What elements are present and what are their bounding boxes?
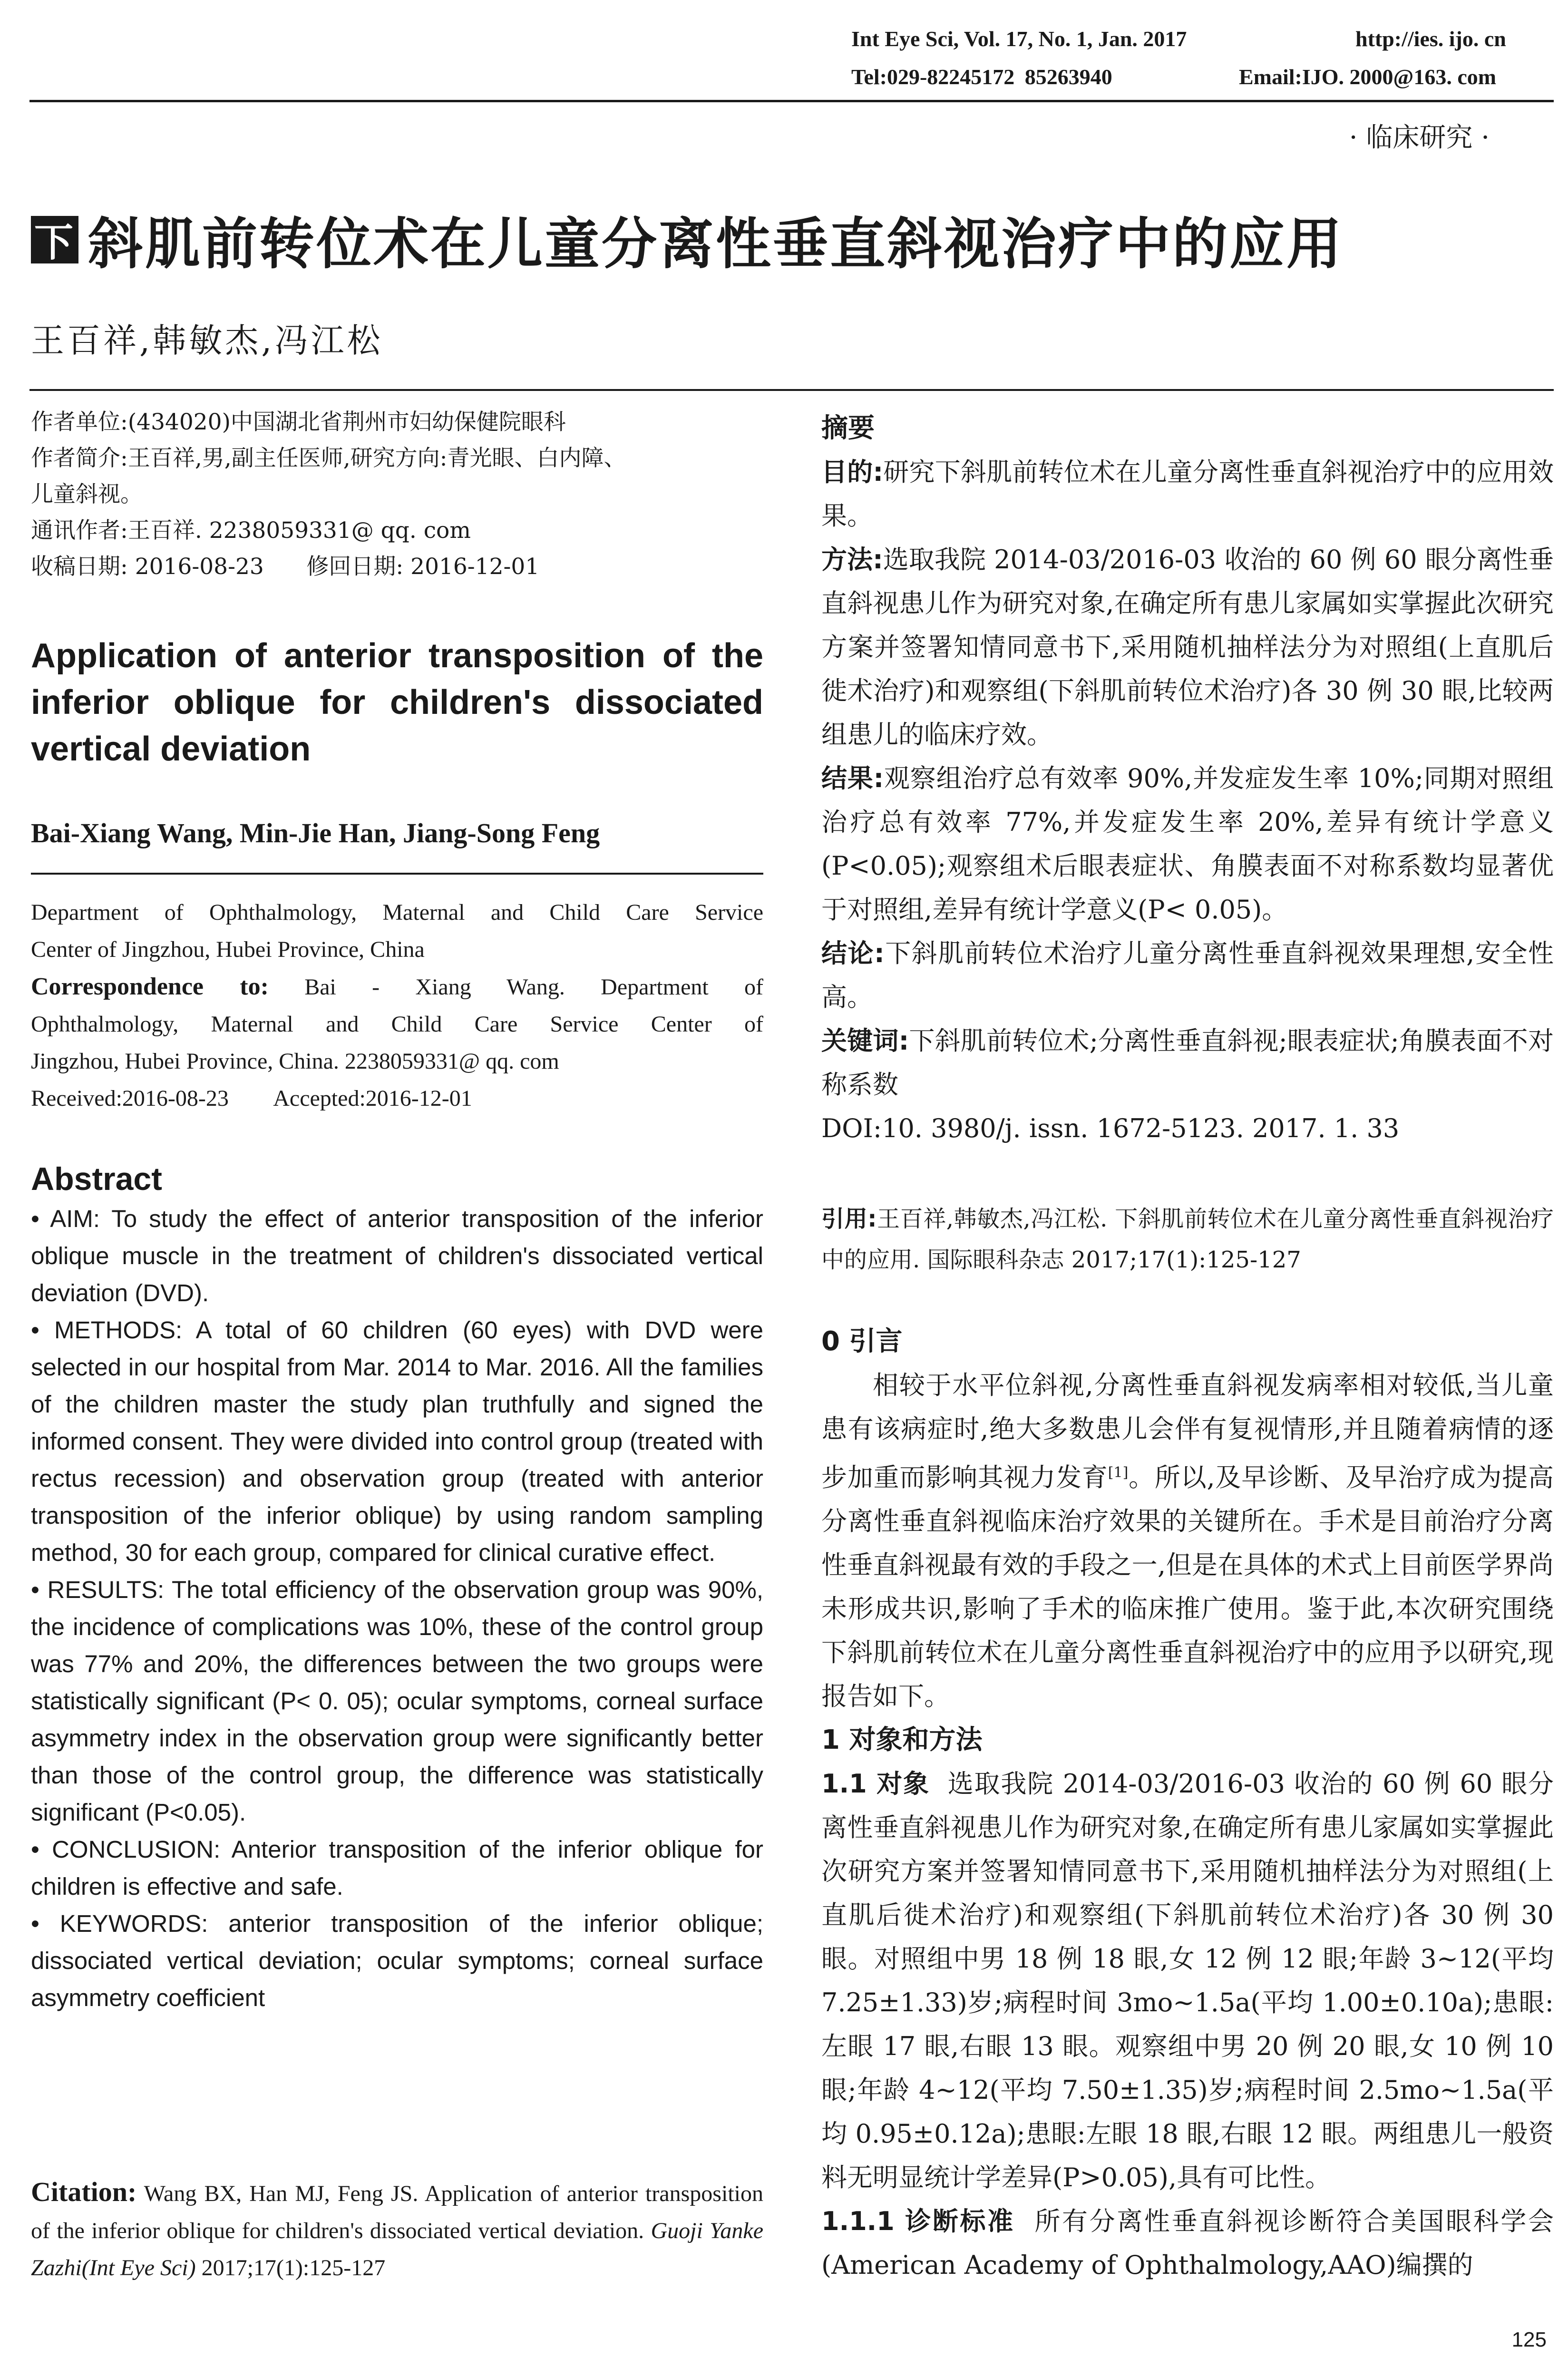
abstract-cn-keywords [821, 1019, 1554, 1107]
journal-email: Email:IJO. 2000@163. com [1239, 65, 1497, 89]
journal-url: http://ies. ijo. cn [1355, 27, 1506, 51]
conclusion-cn-text: 下斜肌前转位术治疗儿童分离性垂直斜视效果理想,安全性高。 [821, 938, 1554, 1012]
abstract-keywords [31, 1905, 763, 2017]
abstract-heading: Abstract [31, 1161, 162, 1197]
citation-cn [821, 1198, 1554, 1280]
aim-text: To study the effect of anterior transposition of the inferior oblique muscle in the treatment of children's dissociated vertical deviation (DVD). [31, 1205, 763, 1306]
abstract-en [31, 1160, 763, 2017]
results-text: The total efficiency of the observation group was 90%, the incidence of complications was 10%, these of the control group was 77% and 20%, the differences between the two groups were statistically significant (P< 0. 05); ocular symptoms, corneal surface asymmetry index in the observation group were significantly better than those of the control group, the difference was statistically significant (P<0.05). [31, 1576, 763, 1826]
correspondence-label: Correspondence to: [31, 973, 269, 1000]
section-1-1-1-label: 1.1.1 诊断标准 [821, 2206, 1015, 2236]
citation-journal: Guoji Yanke Zazhi(Int Eye Sci) [31, 2218, 764, 2280]
keywords-label: • KEYWORDS: [31, 1910, 208, 1937]
dates-cn: 收稿日期: 2016-08-23 修回日期: 2016-12-01 [31, 554, 540, 580]
conclusion-label: • CONCLUSION: [31, 1836, 221, 1863]
conclusion-cn-label: 结论: [821, 938, 885, 968]
affiliation-cn: 作者单位:(434020)中国湖北省荆州市妇幼保健院眼科 [31, 409, 566, 435]
citation-en [31, 2173, 763, 2287]
article-title-en: Application of anterior transposition of the inferior oblique for children's dissociated vertical deviation [31, 637, 763, 768]
abstract-cn-conclusion [821, 932, 1554, 1019]
abstract-cn-results [821, 757, 1554, 932]
citation-cn-label: 引用: [821, 1206, 877, 1232]
section-1-1-1-text: 所有分离性垂直斜视诊断符合美国眼科学会(American Academy of Ophthalmology,AAO)编撰的 [821, 2206, 1554, 2280]
author-info-cn [31, 404, 763, 585]
title-text: 斜肌前转位术在儿童分离性垂直斜视治疗中的应用 [88, 212, 1344, 276]
affiliation-en-line2: Center of Jingzhou, Hubei Province, China [31, 937, 425, 962]
methods-cn-label: 方法: [821, 545, 883, 575]
keywords-cn-label: 关键词: [821, 1026, 909, 1056]
affiliation-en-block [31, 894, 763, 1117]
section-1-1-label: 1.1 对象 [821, 1769, 930, 1799]
keywords-cn-text: 下斜肌前转位术;分离性垂直斜视;眼表症状;角膜表面不对称系数 [821, 1026, 1554, 1100]
abstract-results [31, 1571, 763, 1831]
page-number: 125 [1511, 2328, 1547, 2351]
title-rule [29, 389, 1554, 391]
keywords-text: anterior transposition of the inferior oblique; dissociated vertical deviation; ocular symptoms; corneal surface asymmetry coefficient [31, 1910, 763, 2011]
authors-en: Bai-Xiang Wang, Min-Jie Han, Jiang-Song Feng [31, 818, 600, 848]
results-cn-text: 观察组治疗总有效率 90%,并发症发生率 10%;同期对照组治疗总有效率 77%,并发症发生率 20%,差异有统计学意义(P<0.05);观察组术后眼表症状、角膜表面不对称系数均显著优于对照组,差异有统计学意义(P< 0.05)。 [821, 763, 1554, 925]
title-first-char-badge: 下 [31, 216, 78, 263]
conclusion-text: Anterior transposition of the inferior oblique for children is effective and safe. [31, 1836, 763, 1900]
citation-label: Citation: [31, 2176, 137, 2207]
intro-paragraph [821, 1364, 1554, 1718]
journal-volume: Int Eye Sci, Vol. 17, No. 1, Jan. 2017 [851, 27, 1187, 51]
abstract-cn-aim [821, 450, 1554, 538]
citation-cn-body: 王百祥,韩敏杰,冯江松. 下斜肌前转位术在儿童分离性垂直斜视治疗中的应用. 国际眼科杂志 2017;17(1):125-127 [821, 1206, 1554, 1273]
abstract-cn-heading: 摘要 [821, 413, 875, 444]
citation-tail: 2017;17(1):125-127 [195, 2255, 386, 2280]
results-label: • RESULTS: [31, 1576, 165, 1603]
results-cn-label: 结果: [821, 763, 884, 793]
correspondence-line1 [31, 968, 763, 1006]
section-1-1 [821, 1762, 1562, 2200]
corresponding-author-cn: 通讯作者:王百祥. 2238059331@ qq. com [31, 517, 471, 544]
authors-cn: 王百祥,韩敏杰,冯江松 [31, 321, 383, 360]
methods-label: • METHODS: [31, 1316, 183, 1344]
doi: DOI:10. 3980/j. issn. 1672-5123. 2017. 1. 33 [821, 1113, 1400, 1143]
citation-cn-text [821, 1198, 1554, 1280]
aim-label: • AIM: [31, 1205, 100, 1232]
correspondence-line3: Jingzhou, Hubei Province, China. 2238059331@ qq. com [31, 1049, 559, 1074]
intro-text-1: 相较于水平位斜视,分离性垂直斜视发病率相对较低,当儿童患有该病症时,绝大多数患儿会伴有复视情形,并且随着病情的逐步加重而影响其视力发育 [821, 1370, 1554, 1492]
abstract-methods [31, 1312, 763, 1571]
journal-citation-header [851, 26, 1187, 51]
header-rule [29, 100, 1554, 102]
section-tag: · 临床研究 · [1349, 122, 1490, 153]
intro-heading: 0 引言 [821, 1326, 903, 1357]
correspondence-text: Bai - Xiang Wang. Department of [268, 974, 763, 1000]
section-1-1-1 [821, 2200, 1554, 2287]
article-body [821, 1320, 1562, 2287]
abstract-conclusion [31, 1831, 763, 1905]
reference-1: [1] [1108, 1464, 1129, 1481]
section-1-1-text: 选取我院 2014-03/2016-03 收治的 60 例 60 眼分离性垂直斜视患儿作为研究对象,在确定所有患儿家属如实掌握此次研究方案并签署知情同意书下,采用随机抽样法分为对照组(上直肌后徙术治疗)和观察组(下斜肌前转位术治疗)各 30 例 30 眼。对照组中男 18 例 18 眼,女 12 例 12 眼;年龄 3~12(平均 7.25±1.33)岁;病程时间 3mo~1.5a(平均 1.00±0.10a);患眼:左眼 17 眼,右眼 13 眼。观察组中男 20 例 20 眼,女 10 例 10 眼;年龄 4~12(平均 7.50±1.35)岁;病程时间 2.5mo~1.5a(平均 0.95±0.12a);患眼:左眼 18 眼,右眼 12 眼。两组患儿一般资料无明显统计学差异(P>0.05),具有可比性。 [821, 1769, 1562, 2192]
methods-text: A total of 60 children (60 eyes) with DVD were selected in our hospital from Mar. 2014 to Mar. 2016. All the families of the children master the study plan truthfully and signed the informed consent. They were divided into control group (treated with rectus recession) and observation group (treated with anterior transposition of the inferior oblique) by using random sampling method, 30 for each group, compared for clinical curative effect. [31, 1316, 763, 1566]
intro-text-2: 。所以,及早诊断、及早治疗成为提高分离性垂直斜视临床治疗效果的关键所在。手术是目前治疗分离性垂直斜视最有效的手段之一,但是在具体的术式上目前医学界尚未形成共识,影响了手术的临床推广使用。鉴于此,本次研究围绕下斜肌前转位术在儿童分离性垂直斜视治疗中的应用予以研究,现报告如下。 [821, 1462, 1554, 1711]
article-title-cn [31, 200, 1344, 279]
correspondence-line2: Ophthalmology, Maternal and Child Care Service Center of [31, 1012, 763, 1037]
affiliation-en-line1: Department of Ophthalmology, Maternal and Child Care Service [31, 900, 763, 925]
author-bio-cn-cont: 儿童斜视。 [31, 481, 143, 507]
section-1-heading: 1 对象和方法 [821, 1724, 983, 1755]
authors-rule [31, 873, 763, 875]
received-accepted: Received:2016-08-23 Accepted:2016-12-01 [31, 1086, 472, 1111]
author-bio-cn: 作者简介:王百祥,男,副主任医师,研究方向:青光眼、白内障、 [31, 445, 626, 471]
methods-cn-text: 选取我院 2014-03/2016-03 收治的 60 例 60 眼分离性垂直斜视患儿作为研究对象,在确定所有患儿家属如实掌握此次研究方案并签署知情同意书下,采用随机抽样法分为对照组(上直肌后徙术治疗)和观察组(下斜肌前转位术治疗)各 30 例 30 眼,比较两组患儿的临床疗效。 [821, 545, 1554, 750]
aim-cn-text: 研究下斜肌前转位术在儿童分离性垂直斜视治疗中的应用效果。 [821, 457, 1554, 531]
abstract-cn-methods [821, 538, 1554, 757]
citation-text: Wang BX, Han MJ, Feng JS. Application of anterior transposition of the inferior oblique for children's dissociated vertical deviation. [31, 2181, 763, 2243]
abstract-aim [31, 1200, 763, 1312]
abstract-cn [821, 407, 1554, 1150]
aim-cn-label: 目的: [821, 457, 884, 487]
journal-tel: Tel:029-82245172 85263940 [851, 65, 1112, 89]
